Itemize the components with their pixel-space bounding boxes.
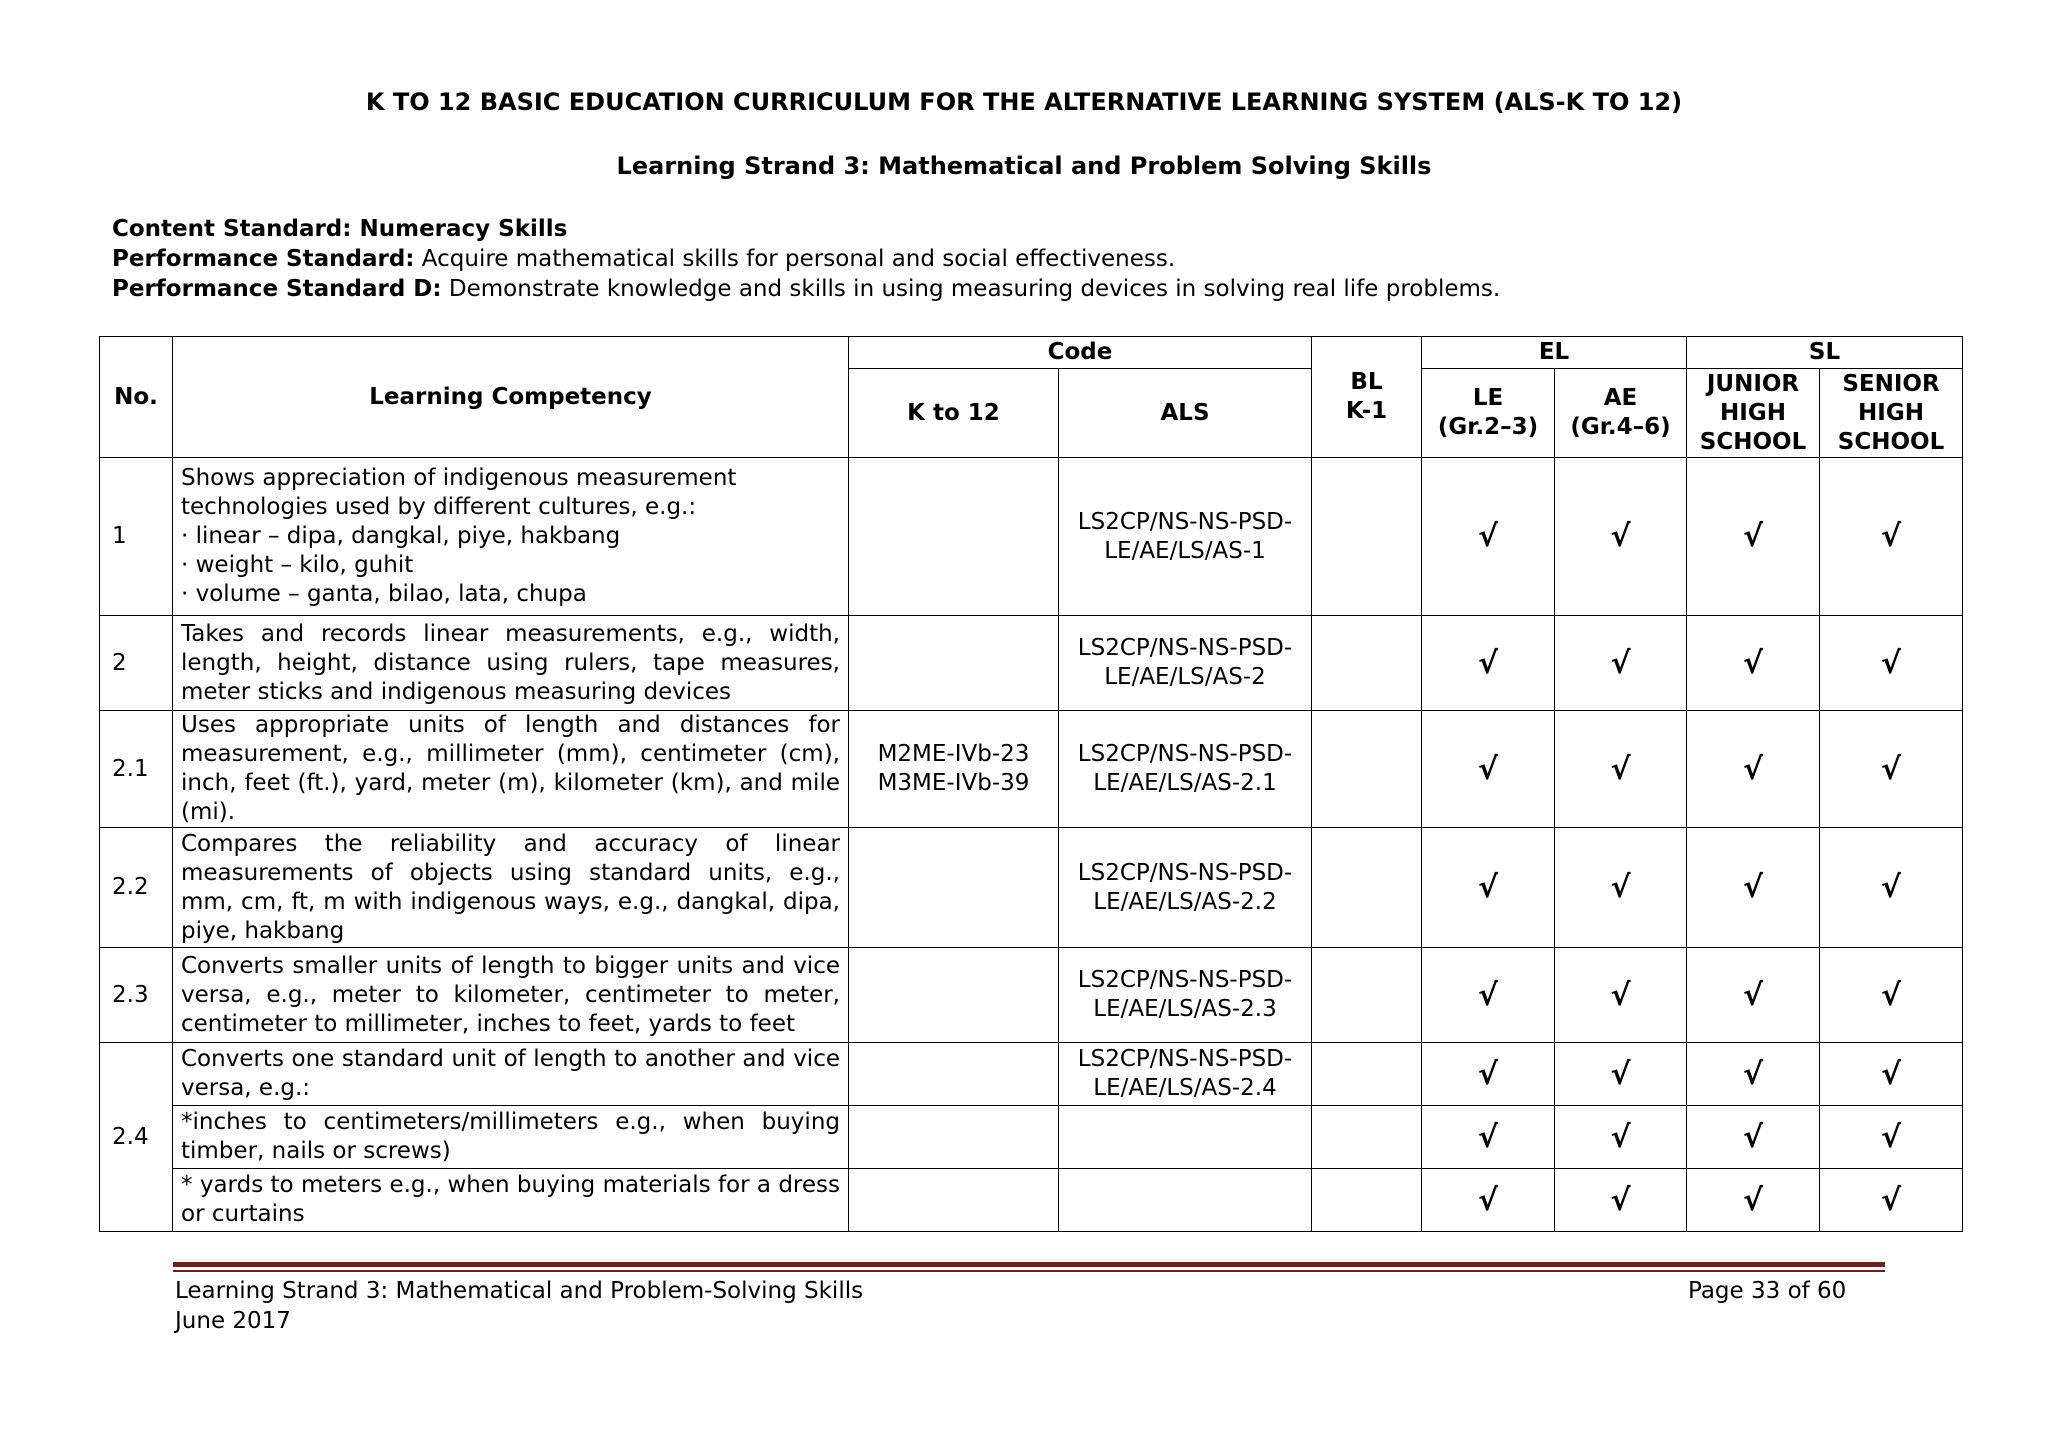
table-row [100,828,1963,948]
row-no: 2.3 [100,948,173,1043]
check-mark: √ [1555,1106,1687,1169]
header-als: ALS [1059,369,1312,458]
row-bl [1312,1043,1422,1106]
performance-standard-d-label: Performance Standard D: [112,276,442,302]
row-no: 2.1 [100,711,173,828]
header-shs-line1: SENIOR [1842,370,1940,397]
row-competency: Converts one standard unit of length to another and vice versa, e.g.: [173,1043,849,1106]
performance-standard [112,244,1175,274]
row-competency: *inches to centimeters/millimeters e.g., when buying timber, nails or screws) [173,1106,849,1169]
row-k12-code [849,616,1059,711]
check-mark: √ [1422,1106,1555,1169]
row-k12-code [849,1169,1059,1232]
check-mark: √ [1422,1169,1555,1232]
competency-line: · weight – kilo, guhit [181,552,414,578]
row-bl [1312,458,1422,616]
row-competency: * yards to meters e.g., when buying materials for a dress or curtains [173,1169,849,1232]
footer-date: June 2017 [175,1308,291,1334]
row-k12-code [849,458,1059,616]
competency-line: · volume – ganta, bilao, lata, chupa [181,581,587,607]
check-mark: √ [1820,616,1963,711]
row-als-code: LS2CP/NS-NS-PSD-LE/AE/LS/AS-2.4 [1059,1043,1312,1106]
header-jhs-line1: JUNIOR [1706,370,1800,397]
table-row [100,948,1963,1043]
performance-standard-text: Acquire mathematical skills for personal and social effectiveness. [414,246,1176,272]
row-bl [1312,1169,1422,1232]
header-no: No. [100,337,173,458]
header-bl [1312,337,1422,458]
check-mark: √ [1687,828,1820,948]
header-sl: SL [1687,337,1963,369]
check-mark: √ [1820,711,1963,828]
header-k12: K to 12 [849,369,1059,458]
row-no: 2.2 [100,828,173,948]
row-bl [1312,828,1422,948]
table-row [100,1106,1963,1169]
performance-standard-d [112,274,1500,304]
row-k12-code [849,828,1059,948]
row-bl [1312,1106,1422,1169]
competency-line: technologies used by different cultures, e.g.: [181,494,697,520]
competency-line: Shows appreciation of indigenous measurement [181,465,737,491]
table-row [100,1043,1963,1106]
row-no: 2.4 [100,1043,173,1232]
row-als-code [1059,1106,1312,1169]
check-mark: √ [1820,458,1963,616]
table-row [100,711,1963,828]
row-bl [1312,616,1422,711]
check-mark: √ [1422,828,1555,948]
check-mark: √ [1555,711,1687,828]
content-standard: Content Standard: Numeracy Skills [112,216,568,242]
header-bl-line2: K-1 [1345,398,1388,424]
header-shs-line2: HIGH [1858,399,1924,426]
header-ae [1555,369,1687,458]
check-mark: √ [1687,948,1820,1043]
check-mark: √ [1687,458,1820,616]
row-bl [1312,711,1422,828]
page-number: Page 33 of 60 [1688,1278,1847,1304]
header-le-line2: (Gr.2–3) [1437,414,1539,440]
check-mark: √ [1687,1106,1820,1169]
row-k12-code [849,711,1059,828]
footer-strand: Learning Strand 3: Mathematical and Problem-Solving Skills [175,1278,864,1304]
strand-title: Learning Strand 3: Mathematical and Problem Solving Skills [616,152,1432,180]
header-row-1 [100,337,1963,369]
check-mark: √ [1422,458,1555,616]
check-mark: √ [1820,1169,1963,1232]
footer-divider-thin [173,1270,1885,1272]
row-no: 2 [100,616,173,711]
header-competency: Learning Competency [173,337,849,458]
check-mark: √ [1687,711,1820,828]
check-mark: √ [1422,1043,1555,1106]
check-mark: √ [1422,711,1555,828]
header-el: EL [1422,337,1687,369]
header-le-line1: LE [1472,385,1504,411]
header-shs-line3: SCHOOL [1837,428,1945,455]
document-title: K TO 12 BASIC EDUCATION CURRICULUM FOR THE ALTERNATIVE LEARNING SYSTEM (ALS-K TO 12) [365,88,1683,116]
row-als-code [1059,1169,1312,1232]
header-bl-line1: BL [1350,369,1383,395]
check-mark: √ [1687,616,1820,711]
row-k12-code [849,1043,1059,1106]
table-row [100,1169,1963,1232]
performance-standard-d-text: Demonstrate knowledge and skills in using measuring devices in solving real life problems. [441,276,1501,302]
competency-line: · linear – dipa, dangkal, piye, hakbang [181,523,621,549]
row-k12-code [849,948,1059,1043]
competency-table [99,336,1963,1232]
header-shs [1820,369,1963,458]
header-jhs-line2: HIGH [1720,399,1786,426]
header-code: Code [849,337,1312,369]
row-no: 1 [100,458,173,616]
row-als-code: LS2CP/NS-NS-PSD-LE/AE/LS/AS-2.3 [1059,948,1312,1043]
k12-code-line: M2ME-IVb-23 [877,741,1030,767]
header-jhs [1687,369,1820,458]
row-als-code: LS2CP/NS-NS-PSD-LE/AE/LS/AS-2.2 [1059,828,1312,948]
check-mark: √ [1555,1043,1687,1106]
check-mark: √ [1555,948,1687,1043]
header-le [1422,369,1555,458]
check-mark: √ [1555,616,1687,711]
row-competency: Uses appropriate units of length and distances for measurement, e.g., millimeter (mm), centimeter (cm), inch, feet (ft.), yard, meter (m), kilometer (km), and mile (mi). [173,711,849,828]
table-row [100,616,1963,711]
check-mark: √ [1422,948,1555,1043]
check-mark: √ [1687,1169,1820,1232]
row-competency: Takes and records linear measurements, e.g., width, length, height, distance using rulers, tape measures, meter sticks and indigenous measuring devices [173,616,849,711]
check-mark: √ [1555,1169,1687,1232]
row-als-code: LS2CP/NS-NS-PSD-LE/AE/LS/AS-2.1 [1059,711,1312,828]
footer-divider [173,1262,1885,1267]
header-ae-line2: (Gr.4–6) [1570,414,1671,440]
row-competency: Converts smaller units of length to bigger units and vice versa, e.g., meter to kilometer, centimeter to meter, centimeter to millimeter, inches to feet, yards to feet [173,948,849,1043]
row-als-code: LS2CP/NS-NS-PSD-LE/AE/LS/AS-1 [1059,458,1312,616]
row-competency [173,458,849,616]
row-k12-code [849,1106,1059,1169]
table-row [100,458,1963,616]
row-als-code: LS2CP/NS-NS-PSD-LE/AE/LS/AS-2 [1059,616,1312,711]
k12-code-line: M3ME-IVb-39 [877,770,1030,796]
header-jhs-line3: SCHOOL [1699,428,1807,455]
check-mark: √ [1422,616,1555,711]
check-mark: √ [1820,948,1963,1043]
check-mark: √ [1820,828,1963,948]
check-mark: √ [1820,1106,1963,1169]
check-mark: √ [1820,1043,1963,1106]
check-mark: √ [1555,828,1687,948]
row-competency: Compares the reliability and accuracy of linear measurements of objects using standard units, e.g., mm, cm, ft, m with indigenous ways, e.g., dangkal, dipa, piye, hakbang [173,828,849,948]
check-mark: √ [1687,1043,1820,1106]
performance-standard-label: Performance Standard: [112,246,415,272]
check-mark: √ [1555,458,1687,616]
header-ae-line1: AE [1603,385,1638,411]
row-bl [1312,948,1422,1043]
